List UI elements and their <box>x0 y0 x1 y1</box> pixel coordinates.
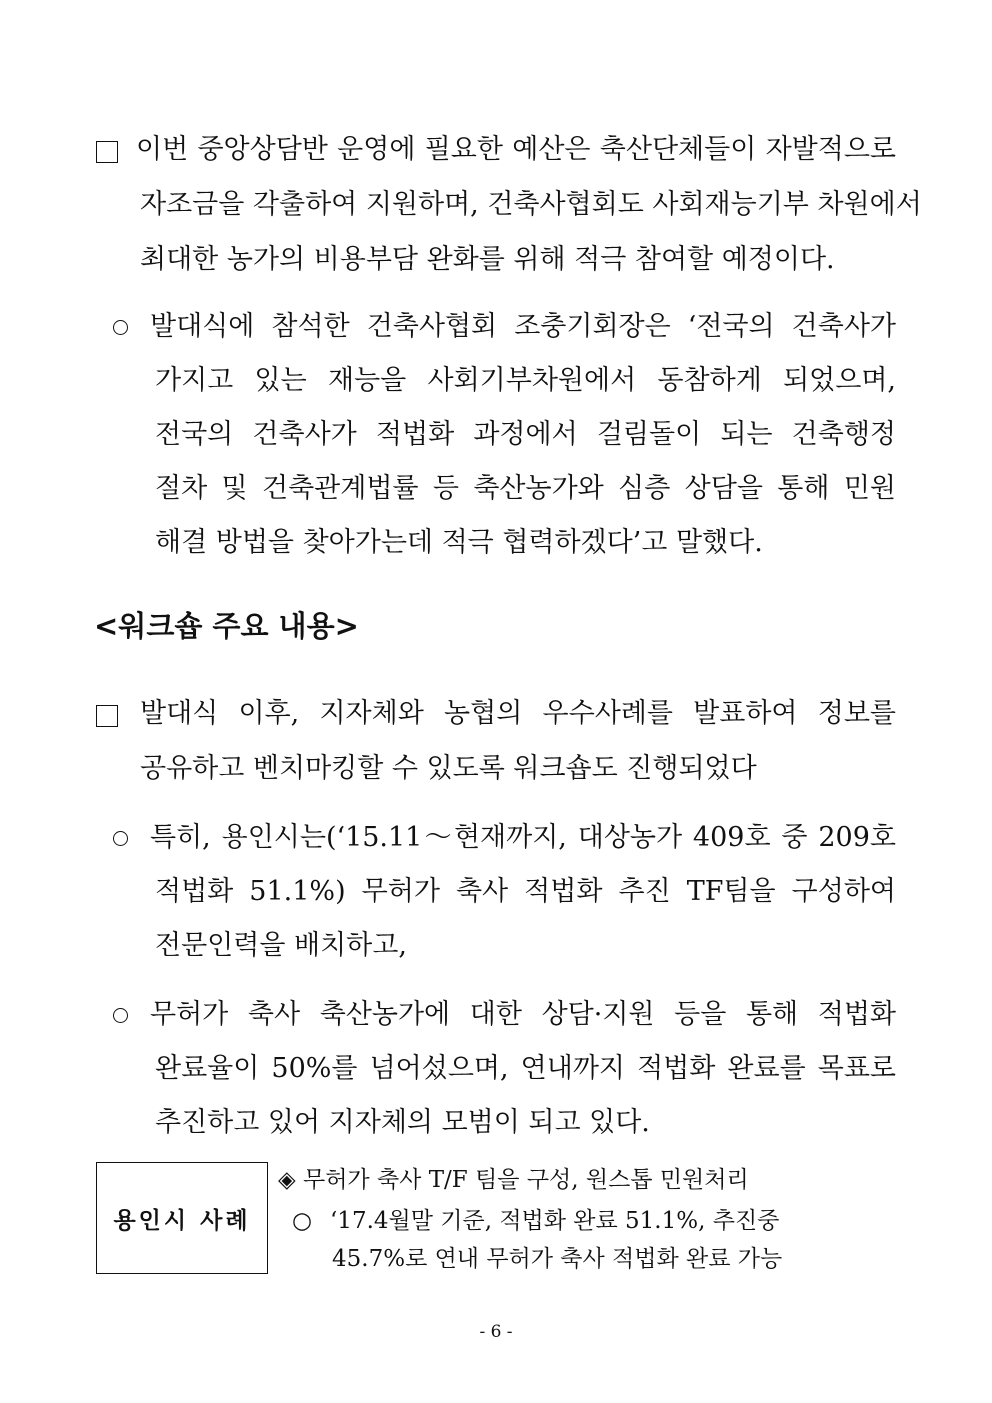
paragraph-line: 이번 중앙상담반 운영에 필요한 예산은 축산단체들이 자발적으로 <box>136 134 896 165</box>
paragraph-line: 무허가 축사 축산농가에 대한 상담·지원 등을 통해 적법화 <box>150 999 896 1030</box>
case-label: 용인시 사례 <box>113 1207 251 1234</box>
paragraph-line: 발대식 이후, 지자체와 농협의 우수사례를 발표하여 정보를 <box>140 698 896 729</box>
paragraph-line: 공유하고 벤치마킹할 수 있도록 워크숍도 진행되었다 <box>140 753 757 784</box>
paragraph-line: 최대한 농가의 비용부담 완화를 위해 적극 참여할 예정이다. <box>140 244 835 275</box>
case-summary-line: ◈ 무허가 축사 T/F 팀을 구성, 원스톱 민원처리 <box>278 1167 749 1193</box>
paragraph-line: 자조금을 각출하여 지원하며, 건축사협회도 사회재능기부 차원에서 <box>140 189 922 220</box>
paragraph-line: 완료율이 50%를 넘어섰으며, 연내까지 적법화 완료를 목표로 <box>155 1053 896 1084</box>
case-detail-line: 45.7%로 연내 무허가 축사 적법화 완료 가능 <box>332 1246 783 1272</box>
page-number: - 6 - <box>479 1322 513 1342</box>
paragraph-line: 전문인력을 배치하고, <box>155 930 407 961</box>
circle-bullet <box>113 831 128 846</box>
circle-bullet <box>113 1008 128 1023</box>
checkbox-bullet <box>96 141 118 163</box>
case-label-box <box>96 1162 268 1274</box>
circle-bullet <box>113 320 128 335</box>
case-detail-line: ‘17.4월말 기준, 적법화 완료 51.1%, 추진중 <box>330 1208 780 1234</box>
case-bullet-mark: ○ <box>292 1208 313 1234</box>
paragraph-line: 추진하고 있어 지자체의 모범이 되고 있다. <box>155 1107 650 1138</box>
paragraph-line: 발대식에 참석한 건축사협회 조충기회장은 ‘전국의 건축사가 <box>150 311 896 342</box>
paragraph-line: 절차 및 건축관계법률 등 축산농가와 심층 상담을 통해 민원 <box>155 473 896 504</box>
checkbox-bullet <box>96 705 118 727</box>
paragraph-line: 가지고 있는 재능을 사회기부차원에서 동참하게 되었으며, <box>155 365 896 396</box>
section-heading: <워크숍 주요 내용> <box>94 609 359 643</box>
paragraph-line: 해결 방법을 찾아가는데 적극 협력하겠다’고 말했다. <box>155 527 763 558</box>
paragraph-line: 전국의 건축사가 적법화 과정에서 걸림돌이 되는 건축행정 <box>155 419 896 450</box>
paragraph-line: 특히, 용인시는(‘15.11～현재까지, 대상농가 409호 중 209호 <box>150 822 896 853</box>
paragraph-line: 적법화 51.1%) 무허가 축사 적법화 추진 TF팀을 구성하여 <box>155 876 896 907</box>
